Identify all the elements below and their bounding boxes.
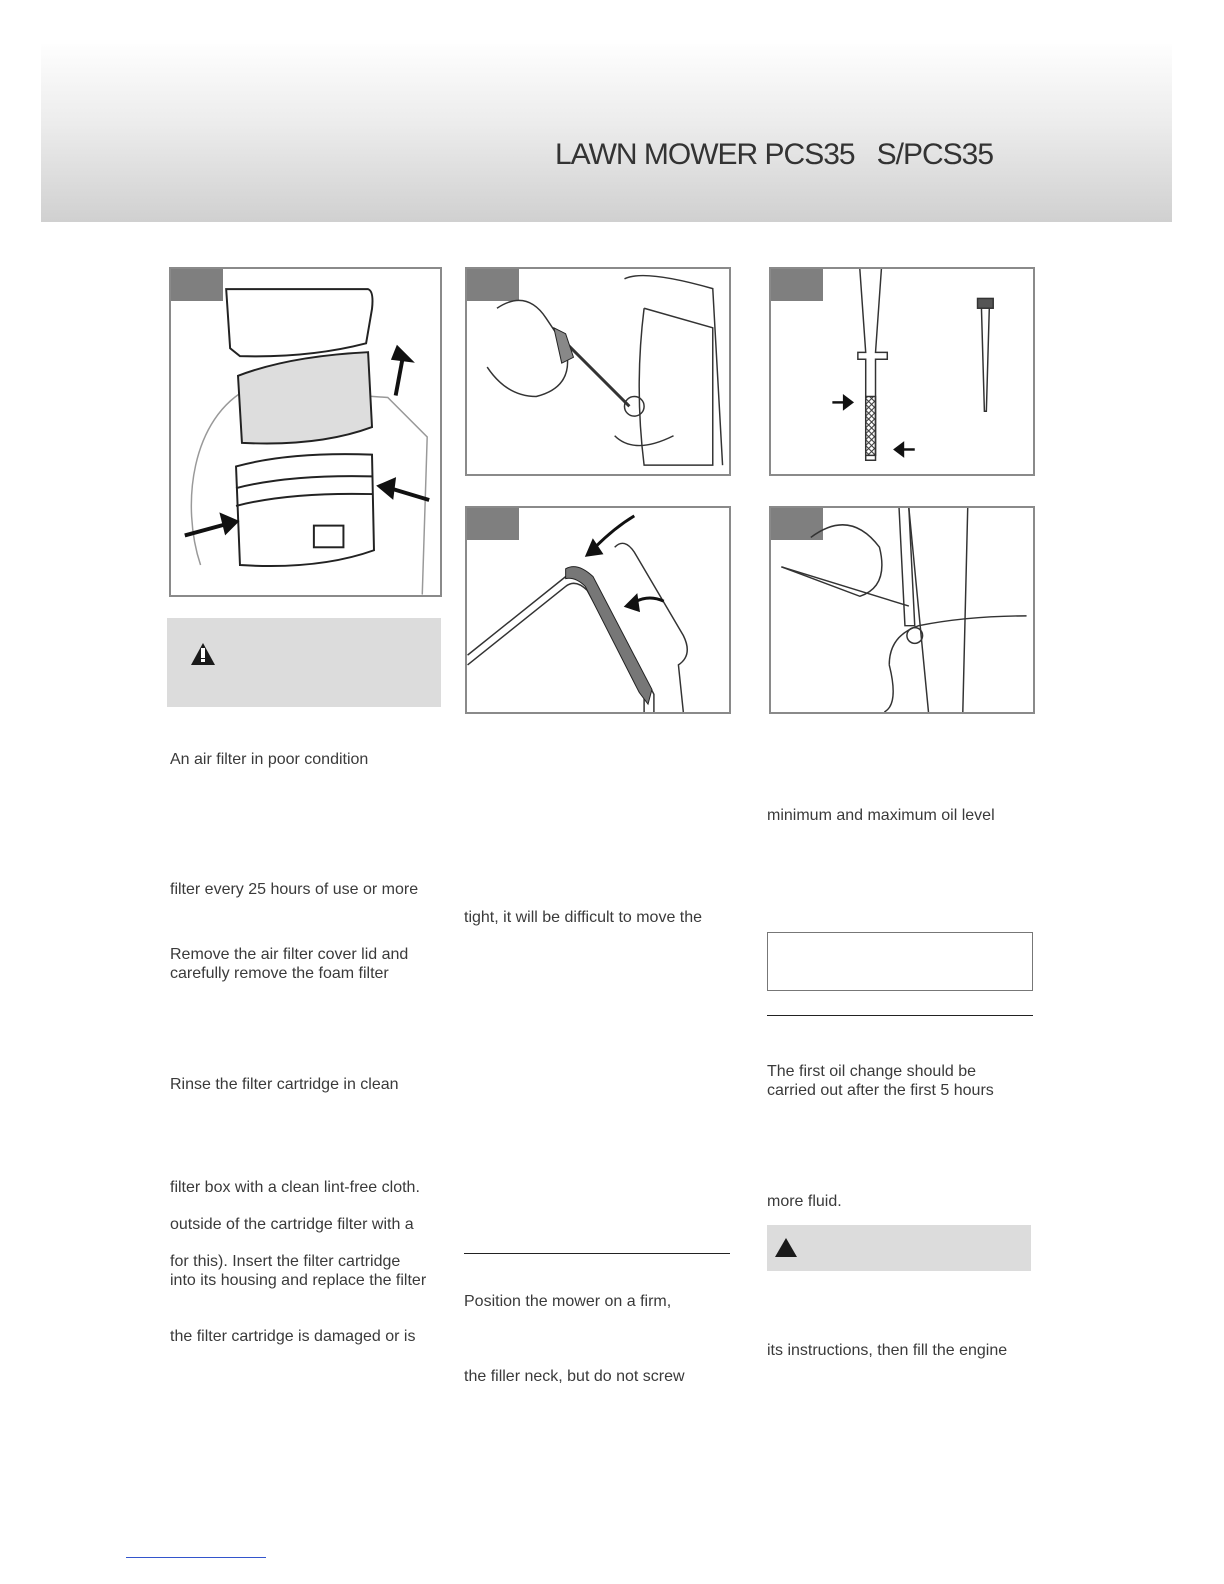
- body-text-line: minimum and maximum oil level: [767, 807, 995, 824]
- footer-link-underline: [126, 1557, 266, 1558]
- body-text-line: carefully remove the foam filter: [170, 965, 389, 982]
- body-text-line: carried out after the first 5 hours: [767, 1082, 994, 1099]
- page-title: LAWN MOWER PCS35 S/PCS35: [555, 138, 994, 171]
- body-text-line: its instructions, then fill the engine: [767, 1342, 1008, 1359]
- note-box: [767, 932, 1033, 991]
- body-text-line: for this). Insert the filter cartridge: [170, 1253, 401, 1270]
- seal-check-illustration: [467, 508, 729, 712]
- body-text-line: Position the mower on a firm,: [464, 1293, 672, 1310]
- figure-dipstick-removal: [465, 267, 731, 476]
- dipstick-level-illustration: [771, 269, 1033, 474]
- body-text-line: Rinse the filter cartridge in clean: [170, 1076, 399, 1093]
- figure-seal-check: [465, 506, 731, 714]
- air-filter-illustration: [171, 269, 440, 595]
- body-text-line: An air filter in poor condition: [170, 751, 369, 768]
- body-text-line: the filter cartridge is damaged or is: [170, 1328, 416, 1345]
- warning-triangle-icon: [775, 1238, 797, 1257]
- oil-filling-illustration: [771, 508, 1033, 712]
- body-text-line: filter every 25 hours of use or more: [170, 881, 419, 898]
- figure-air-filter: [169, 267, 442, 597]
- warning-triangle-icon: [191, 643, 215, 665]
- section-divider: [464, 1253, 730, 1254]
- body-text-line: into its housing and replace the filter: [170, 1272, 427, 1289]
- warning-bar: [767, 1225, 1031, 1271]
- body-text-line: Remove the air filter cover lid and: [170, 946, 409, 963]
- section-divider: [767, 1015, 1033, 1016]
- body-text-line: tight, it will be difficult to move the: [464, 909, 703, 926]
- body-text-line: the filler neck, but do not screw: [464, 1368, 685, 1385]
- dipstick-removal-illustration: [467, 269, 729, 474]
- body-text-line: The first oil change should be: [767, 1063, 977, 1080]
- warning-box: [167, 618, 441, 707]
- figure-oil-level: [769, 267, 1035, 476]
- page-header: [41, 44, 1172, 222]
- figure-oil-filling: [769, 506, 1035, 714]
- body-text-line: filter box with a clean lint-free cloth.: [170, 1179, 420, 1196]
- body-text-line: more fluid.: [767, 1193, 842, 1210]
- body-text-line: outside of the cartridge filter with a: [170, 1216, 414, 1233]
